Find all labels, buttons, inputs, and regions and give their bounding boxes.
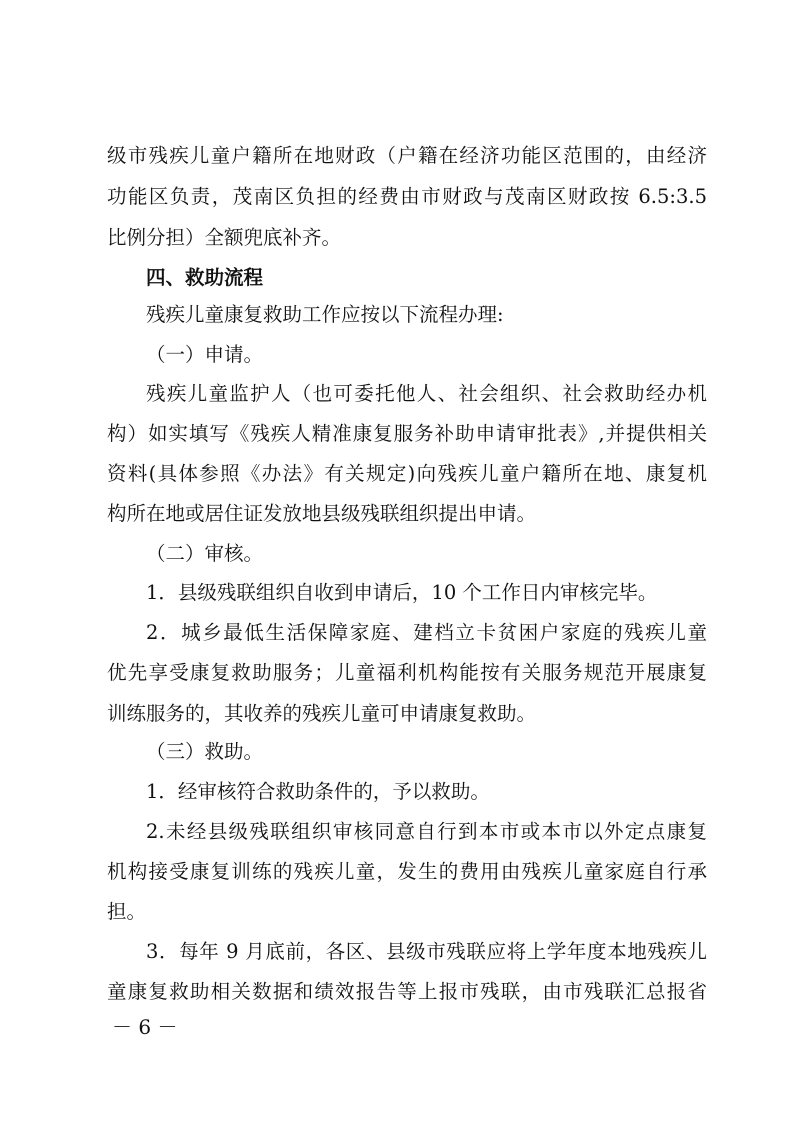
text-line: 1．县级残联组织自收到申请后，10 个工作日内审核完毕。 xyxy=(146,581,658,604)
text-line: 残疾儿童监护人（也可委托他人、社会组织、社会救助经办机 xyxy=(146,382,707,405)
text-line: 级市残疾儿童户籍所在地财政（户籍在经济功能区范围的，由经济 xyxy=(107,144,707,167)
section-heading: 四、救助流程 xyxy=(146,266,264,289)
text-line: 优先享受康复救助服务；儿童福利机构能按有关服务规范开展康复 xyxy=(107,661,707,684)
text-line: 1．经审核符合救助条件的，予以救助。 xyxy=(146,780,490,803)
text-line: 训练服务的，其收养的残疾儿童可申请康复救助。 xyxy=(107,702,537,725)
text-line: 比例分担）全额兜底补齐。 xyxy=(107,226,342,249)
text-line: 担。 xyxy=(107,900,147,923)
text-line: 资料(具体参照《办法》有关规定)向残疾儿童户籍所在地、康复机 xyxy=(107,462,707,485)
text-line: 童康复救助相关数据和绩效报告等上报市残联，由市残联汇总报省 xyxy=(107,980,707,1003)
text-line: 3．每年 9 月底前，各区、县级市残联应将上学年度本地残疾儿 xyxy=(146,940,707,963)
text-line: 构所在地或居住证发放地县级残联组织提出申请。 xyxy=(107,502,537,525)
subsection-heading: （一）申请。 xyxy=(146,343,264,366)
subsection-heading: （二）审核。 xyxy=(146,542,264,565)
subsection-heading: （三）救助。 xyxy=(146,740,264,763)
text-line: 2.未经县级残联组织审核同意自行到本市或本市以外定点康复 xyxy=(146,820,707,843)
text-line: 残疾儿童康复救助工作应按以下流程办理: xyxy=(146,303,504,326)
text-line: 2．城乡最低生活保障家庭、建档立卡贫困户家庭的残疾儿童 xyxy=(146,621,707,644)
page-number: － 6 － xyxy=(112,1015,178,1039)
text-line: 功能区负责，茂南区负担的经费由市财政与茂南区财政按 6.5:3.5 xyxy=(107,185,707,208)
text-line: 机构接受康复训练的残疾儿童，发生的费用由残疾儿童家庭自行承 xyxy=(107,860,707,883)
text-line: 构）如实填写《残疾人精准康复服务补助申请审批表》,并提供相关 xyxy=(107,422,707,445)
